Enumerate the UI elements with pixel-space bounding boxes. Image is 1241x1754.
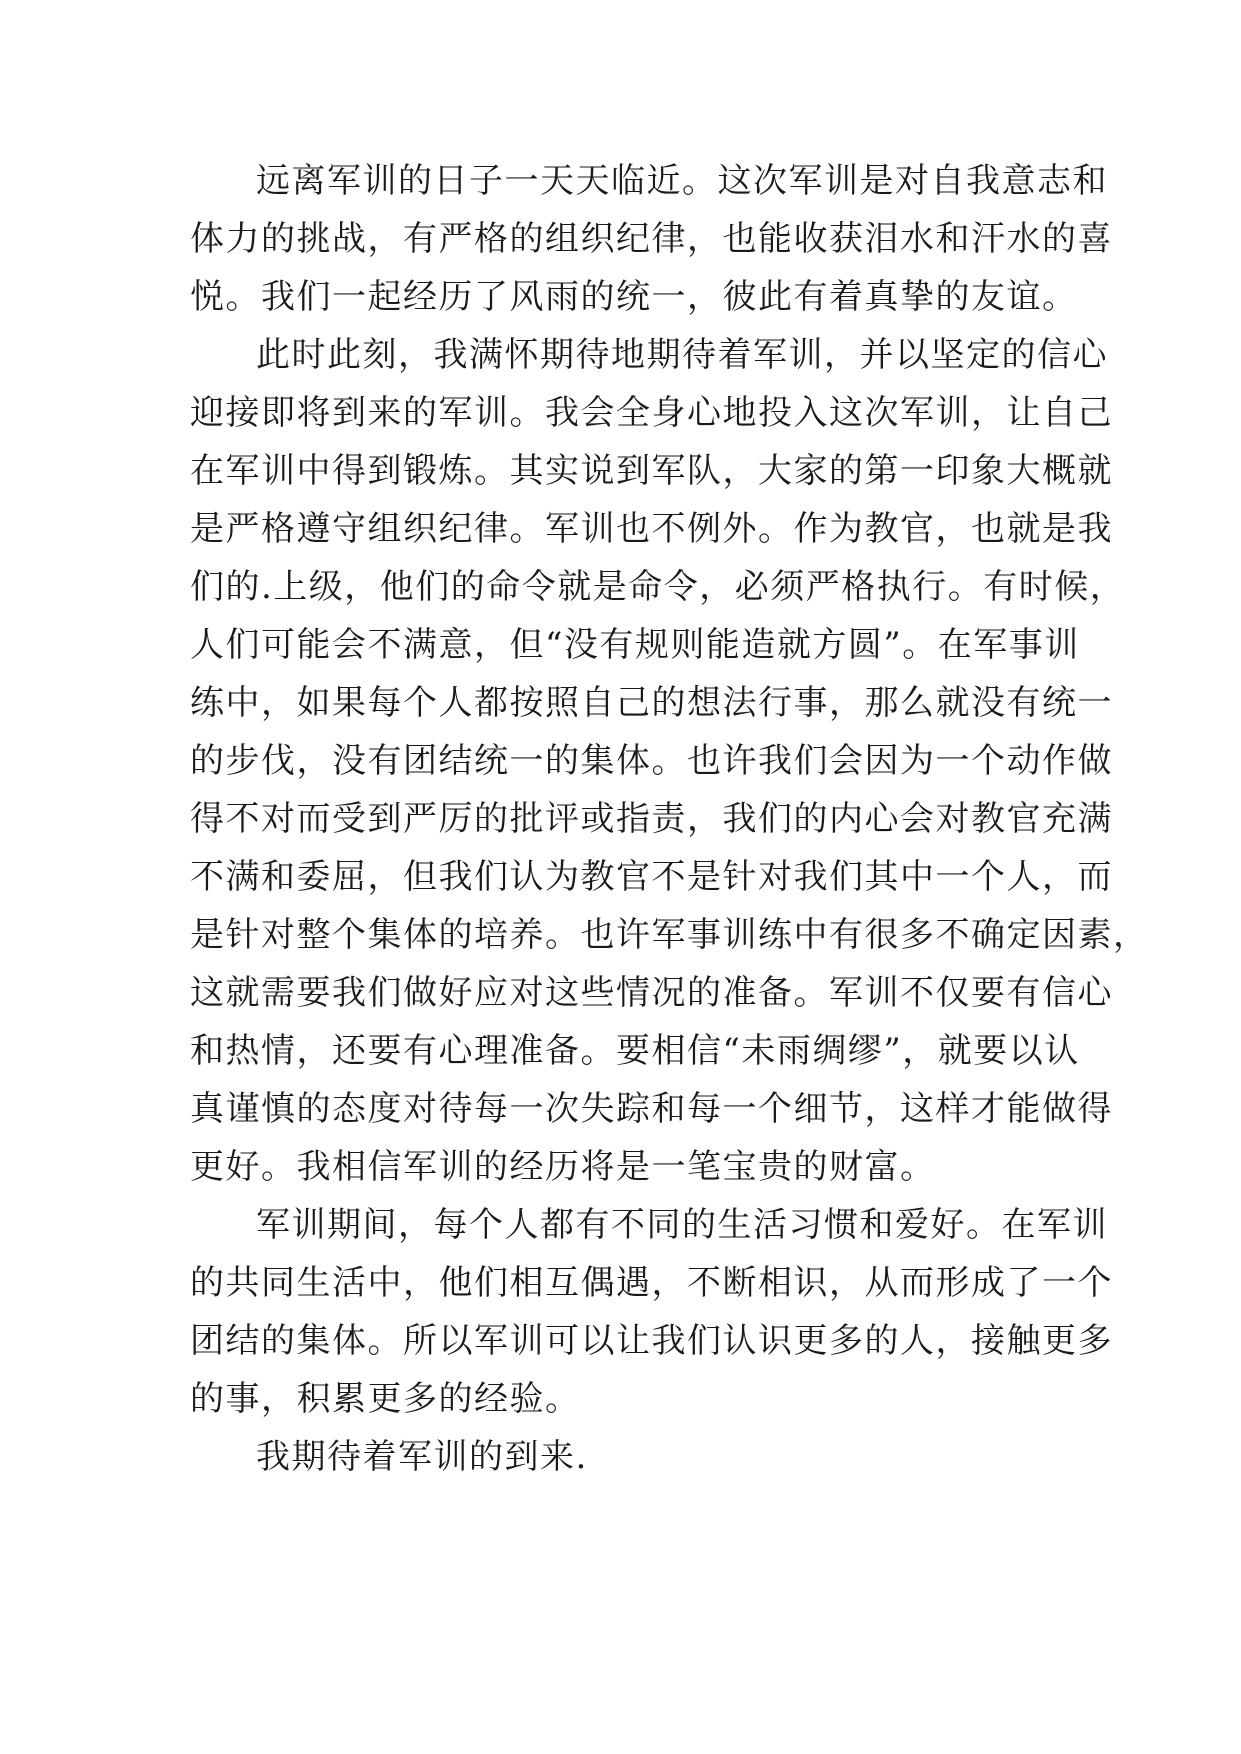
paragraph-line: 团结的集体。所以军训可以让我们认识更多的人，接触更多 bbox=[190, 1321, 1113, 1361]
paragraph-line: 不满和委屈，但我们认为教官不是针对我们其中一个人，而 bbox=[190, 857, 1113, 897]
paragraph-line: 更好。我相信军训的经历将是一笔宝贵的财富。 bbox=[190, 1147, 936, 1187]
paragraph-line: 军训期间，每个人都有不同的生活习惯和爱好。在军训 bbox=[256, 1205, 1108, 1245]
paragraph-line: 的事，积累更多的经验。 bbox=[190, 1379, 581, 1419]
paragraph-line: 的共同生活中，他们相互偶遇，不断相识，从而形成了一个 bbox=[190, 1263, 1113, 1303]
paragraph-line: 这就需要我们做好应对这些情况的准备。军训不仅要有信心 bbox=[190, 973, 1113, 1013]
paragraph-line: 我期待着军训的到来. bbox=[256, 1437, 588, 1477]
paragraph-line: 是针对整个集体的培养。也许军事训练中有很多不确定因素， bbox=[190, 915, 1149, 955]
paragraph-line: 是严格遵守组织纪律。军训也不例外。作为教官，也就是我 bbox=[190, 509, 1113, 549]
paragraph-line: 和热情，还要有心理准备。要相信“未雨绸缪”，就要以认 bbox=[190, 1031, 1080, 1071]
paragraph-2 bbox=[190, 326, 1149, 1196]
paragraph-line: 的步伐，没有团结统一的集体。也许我们会因为一个动作做 bbox=[190, 741, 1113, 781]
document-body bbox=[190, 152, 1149, 1486]
paragraph-line: 练中，如果每个人都按照自己的想法行事，那么就没有统一 bbox=[190, 683, 1113, 723]
paragraph-line: 体力的挑战，有严格的组织纪律，也能收获泪水和汗水的喜 bbox=[190, 219, 1113, 259]
paragraph-line: 在军训中得到锻炼。其实说到军队，大家的第一印象大概就 bbox=[190, 451, 1113, 491]
paragraph-line: 人们可能会不满意，但“没有规则能造就方圆”。在军事训 bbox=[190, 625, 1080, 665]
paragraph-4 bbox=[190, 1428, 1070, 1486]
paragraph-1 bbox=[190, 152, 1113, 326]
paragraph-line: 们的.上级，他们的命令就是命令，必须严格执行。有时候， bbox=[190, 567, 1126, 607]
paragraph-line: 迎接即将到来的军训。我会全身心地投入这次军训，让自己 bbox=[190, 393, 1113, 433]
paragraph-line: 悦。我们一起经历了风雨的统一，彼此有着真挚的友谊。 bbox=[190, 277, 1078, 317]
paragraph-line: 此时此刻，我满怀期待地期待着军训，并以坚定的信心 bbox=[256, 335, 1108, 375]
paragraph-line: 真谨慎的态度对待每一次失踪和每一个细节，这样才能做得 bbox=[190, 1089, 1113, 1129]
paragraph-line: 得不对而受到严厉的批评或指责，我们的内心会对教官充满 bbox=[190, 799, 1113, 839]
paragraph-3 bbox=[190, 1196, 1113, 1428]
paragraph-line: 远离军训的日子一天天临近。这次军训是对自我意志和 bbox=[256, 161, 1108, 201]
